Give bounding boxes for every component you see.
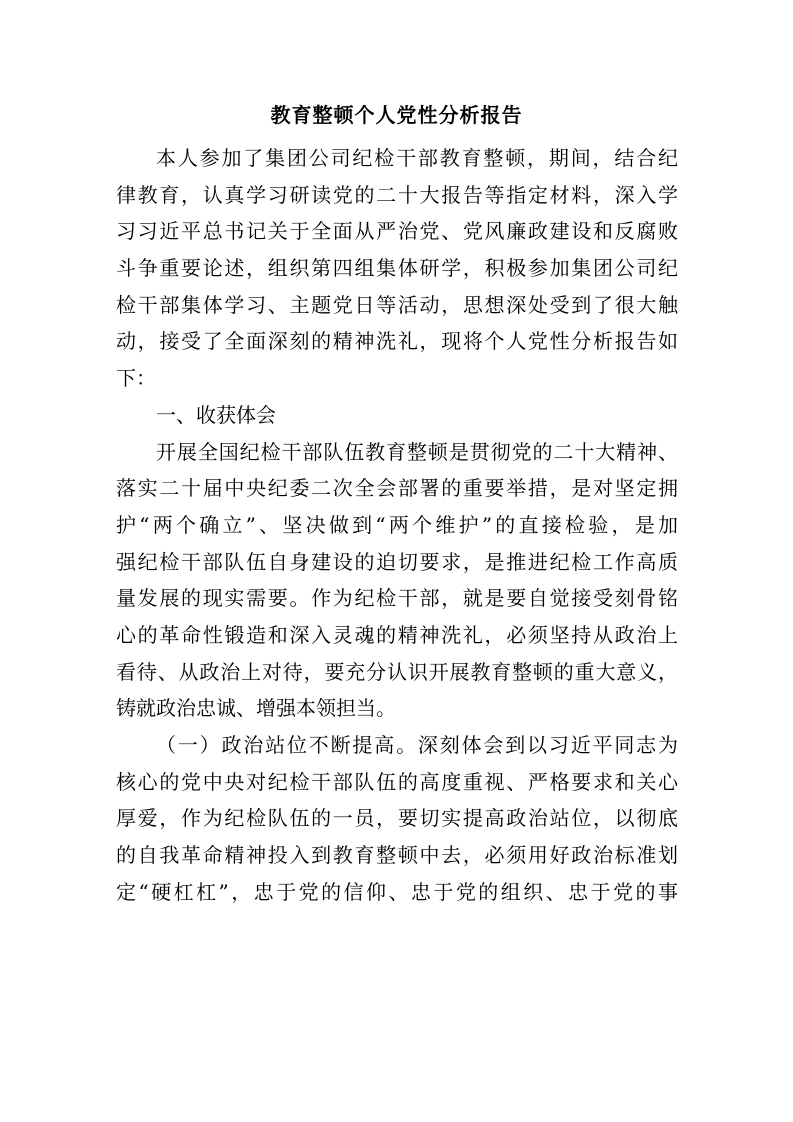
section-heading: 一、收获体会 <box>156 402 276 427</box>
paragraph-line: 核心的党中央对纪检干部队伍的高度重视、严格要求和关心 <box>116 769 678 794</box>
paragraph-line: 习习近平总书记关于全面从严治党、党风廉政建设和反腐败 <box>116 219 678 244</box>
paragraph-line: （一）政治站位不断提高。深刻体会到以习近平同志为 <box>156 733 678 757</box>
paragraph-line: 开展全国纪检干部队伍教育整顿是贯彻党的二十大精神、 <box>156 439 678 464</box>
paragraph-line: 的自我革命精神投入到教育整顿中去，必须用好政治标准划 <box>116 843 678 868</box>
paragraph-line: 厚爱，作为纪检队伍的一员，要切实提高政治站位，以彻底 <box>116 806 678 831</box>
paragraph-line: 心的革命性锻造和深入灵魂的精神洗礼，必须坚持从政治上 <box>116 622 678 647</box>
paragraph-line: 看待、从政治上对待，要充分认识开展教育整顿的重大意义， <box>116 659 678 684</box>
paragraph-line: 斗争重要论述，组织第四组集体研学，积极参加集团公司纪 <box>116 256 678 281</box>
paragraph-line: 落实二十届中央纪委二次全会部署的重要举措，是对坚定拥 <box>116 476 678 501</box>
document-body <box>116 140 678 910</box>
document-title: 教育整顿个人党性分析报告 <box>270 103 523 127</box>
paragraph-line: 定“硬杠杠”，忠于党的信仰、忠于党的组织、忠于党的事 <box>116 879 678 904</box>
paragraph-line: 律教育，认真学习研读党的二十大报告等指定材料，深入学 <box>116 182 678 207</box>
paragraph-line: 动，接受了全面深刻的精神洗礼，现将个人党性分析报告如 <box>116 329 678 354</box>
paragraph-line: 铸就政治忠诚、增强本领担当。 <box>116 696 396 721</box>
paragraph-line: 护“两个确立”、坚决做到“两个维护”的直接检验，是加 <box>116 512 678 537</box>
paragraph-line: 量发展的现实需要。作为纪检干部，就是要自觉接受刻骨铭 <box>116 586 678 611</box>
paragraph-line: 下： <box>116 366 156 391</box>
paragraph-line: 本人参加了集团公司纪检干部教育整顿，期间，结合纪 <box>156 146 678 170</box>
paragraph-line: 检干部集体学习、主题党日等活动，思想深处受到了很大触 <box>116 292 678 317</box>
paragraph-line: 强纪检干部队伍自身建设的迫切要求，是推进纪检工作高质 <box>116 549 678 574</box>
